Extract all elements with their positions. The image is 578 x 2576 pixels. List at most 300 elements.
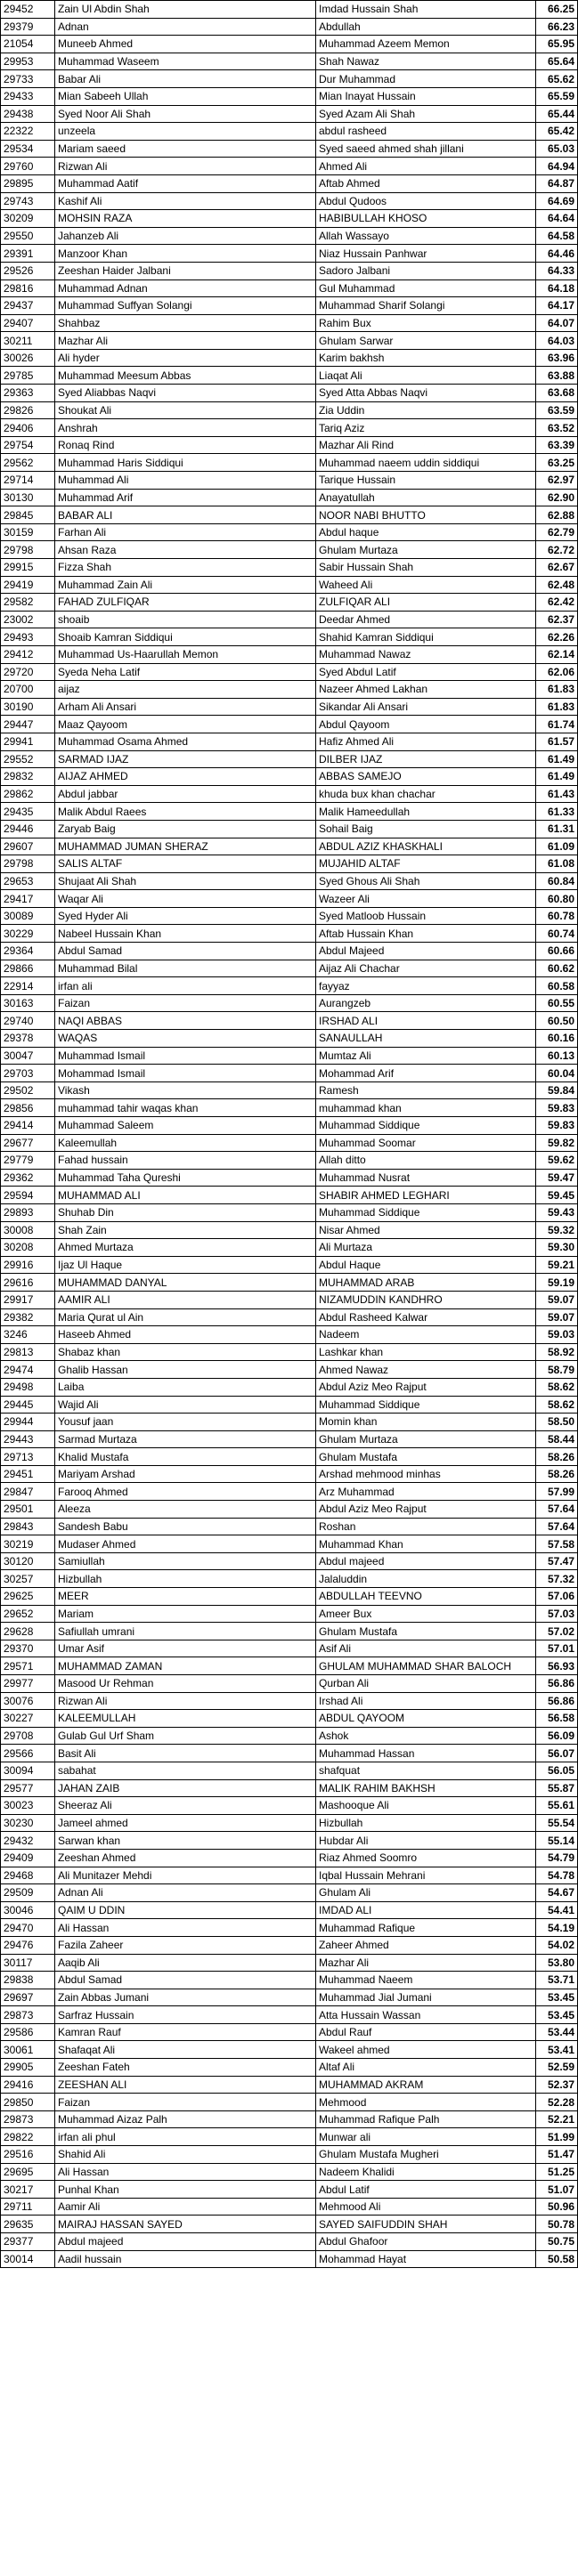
applicant-id-cell: 29582 [1,594,55,612]
candidate-name-cell: Muhammad Aizaz Palh [55,2110,316,2128]
father-name-cell: Ghulam Mustafa [316,1448,536,1466]
marks-cell: 55.87 [536,1779,578,1797]
marks-cell: 56.86 [536,1692,578,1710]
table-row [1,855,578,873]
applicant-id-cell: 30229 [1,925,55,943]
table-row [1,210,578,228]
father-name-cell: MUHAMMAD AKRAM [316,2076,536,2094]
candidate-name-cell: QAIM U DDIN [55,1901,316,1919]
candidate-name-cell: Gulab Gul Urf Sham [55,1727,316,1745]
table-row [1,1343,578,1361]
marks-cell: 55.61 [536,1797,578,1815]
marks-cell: 54.19 [536,1919,578,1937]
marks-cell: 57.99 [536,1483,578,1501]
applicant-id-cell: 29628 [1,1623,55,1640]
table-row [1,1936,578,1954]
marks-cell: 56.58 [536,1710,578,1728]
father-name-cell: Allah Wassayo [316,227,536,245]
candidate-name-cell: Abdul Samad [55,943,316,960]
applicant-id-cell: 30227 [1,1710,55,1728]
father-name-cell: Syed Azam Ali Shah [316,105,536,123]
marks-cell: 62.88 [536,506,578,524]
father-name-cell: MUHAMMAD ARAB [316,1274,536,1292]
marks-cell: 63.59 [536,401,578,419]
applicant-id-cell: 29862 [1,785,55,803]
marks-cell: 61.31 [536,820,578,838]
marks-cell: 64.17 [536,297,578,315]
marks-cell: 57.47 [536,1552,578,1570]
marks-cell: 66.25 [536,1,578,19]
father-name-cell: Mohammad Arif [316,1065,536,1082]
father-name-cell: Syed Abdul Latif [316,663,536,681]
marks-cell: 63.39 [536,436,578,454]
applicant-id-cell: 29594 [1,1187,55,1204]
father-name-cell: NIZAMUDDIN KANDHRO [316,1291,536,1308]
marks-cell: 59.43 [536,1203,578,1221]
father-name-cell: muhammad khan [316,1099,536,1117]
candidate-name-cell: Mariyam Arshad [55,1465,316,1483]
candidate-name-cell: Manzoor Khan [55,245,316,263]
marks-cell: 61.49 [536,768,578,786]
father-name-cell: Abdul Majeed [316,943,536,960]
marks-cell: 60.13 [536,1047,578,1065]
table-row [1,1030,578,1048]
marks-cell: 56.93 [536,1657,578,1675]
applicant-id-cell: 29713 [1,1448,55,1466]
marks-cell: 59.45 [536,1187,578,1204]
marks-cell: 61.08 [536,855,578,873]
table-row [1,523,578,541]
applicant-id-cell: 29843 [1,1518,55,1535]
candidate-name-cell: Laiba [55,1378,316,1396]
applicant-id-cell: 29363 [1,385,55,402]
candidate-name-cell: Ali Munitazer Mehdi [55,1867,316,1884]
table-row [1,1187,578,1204]
candidate-name-cell: Sarfraz Hussain [55,2006,316,2024]
marks-cell: 64.46 [536,245,578,263]
candidate-name-cell: Shoaib Kamran Siddiqui [55,628,316,646]
father-name-cell: Abdul Latif [316,2181,536,2199]
marks-cell: 53.80 [536,1954,578,1972]
father-name-cell: ABDUL AZIZ KHASKHALI [316,838,536,855]
applicant-id-cell: 29414 [1,1117,55,1135]
candidate-name-cell: Mian Sabeeh Ullah [55,87,316,105]
candidate-name-cell: irfan ali phul [55,2128,316,2146]
applicant-id-cell: 29822 [1,2128,55,2146]
applicant-id-cell: 29417 [1,890,55,908]
marks-cell: 65.64 [536,53,578,70]
table-row [1,1047,578,1065]
father-name-cell: Atta Hussain Wassan [316,2006,536,2024]
applicant-id-cell: 30159 [1,523,55,541]
marks-cell: 52.37 [536,2076,578,2094]
candidate-name-cell: Hizbullah [55,1570,316,1588]
candidate-name-cell: MOHSIN RAZA [55,210,316,228]
table-row [1,733,578,750]
father-name-cell: Shah Nawaz [316,53,536,70]
marks-cell: 60.16 [536,1030,578,1048]
candidate-name-cell: Farooq Ahmed [55,1483,316,1501]
candidate-name-cell: Faizan [55,994,316,1012]
table-row [1,2233,578,2251]
father-name-cell: Syed Ghous Ali Shah [316,872,536,890]
applicant-id-cell: 29677 [1,1134,55,1152]
candidate-name-cell: Muhammad Ali [55,472,316,490]
table-row [1,472,578,490]
marks-cell: 65.44 [536,105,578,123]
marks-cell: 58.26 [536,1465,578,1483]
applicant-id-cell: 22322 [1,123,55,141]
candidate-name-cell: Farhan Ali [55,523,316,541]
table-row [1,227,578,245]
table-row [1,1867,578,1884]
candidate-name-cell: Sarmad Murtaza [55,1430,316,1448]
marks-cell: 59.30 [536,1239,578,1257]
candidate-name-cell: Samiullah [55,1552,316,1570]
candidate-name-cell: Kashif Ali [55,192,316,210]
table-row [1,1448,578,1466]
marks-cell: 60.84 [536,872,578,890]
marks-cell: 53.45 [536,1989,578,2006]
table-row [1,1378,578,1396]
applicant-id-cell: 29873 [1,2006,55,2024]
applicant-id-cell: 30230 [1,1814,55,1832]
applicant-id-cell: 29379 [1,18,55,36]
applicant-id-cell: 30163 [1,994,55,1012]
father-name-cell: Nisar Ahmed [316,1221,536,1239]
candidate-name-cell: Muhammad Taha Qureshi [55,1169,316,1187]
candidate-name-cell: Rizwan Ali [55,158,316,175]
table-row [1,1483,578,1501]
marks-cell: 56.09 [536,1727,578,1745]
marks-cell: 50.58 [536,2250,578,2268]
candidate-name-cell: Abdul jabbar [55,785,316,803]
father-name-cell: GHULAM MUHAMMAD SHAR BALOCH [316,1657,536,1675]
father-name-cell: Sikandar Ali Ansari [316,698,536,716]
marks-cell: 62.37 [536,611,578,628]
marks-cell: 62.97 [536,472,578,490]
father-name-cell: Riaz Ahmed Soomro [316,1849,536,1867]
applicant-id-cell: 30190 [1,698,55,716]
marks-cell: 61.49 [536,750,578,768]
father-name-cell: IMDAD ALI [316,1901,536,1919]
table-row [1,628,578,646]
applicant-id-cell: 29437 [1,297,55,315]
father-name-cell: Muhammad Soomar [316,1134,536,1152]
father-name-cell: IRSHAD ALI [316,1012,536,1030]
applicant-id-cell: 30219 [1,1535,55,1553]
candidate-name-cell: SALIS ALTAF [55,855,316,873]
marks-cell: 65.42 [536,123,578,141]
applicant-id-cell: 29916 [1,1256,55,1274]
table-row [1,367,578,385]
applicant-id-cell: 29953 [1,53,55,70]
applicant-id-cell: 29447 [1,716,55,733]
father-name-cell: shafquat [316,1762,536,1779]
father-name-cell: Deedar Ahmed [316,611,536,628]
table-row [1,1152,578,1170]
father-name-cell: Lashkar khan [316,1343,536,1361]
father-name-cell: Abdul Qayoom [316,716,536,733]
candidate-name-cell: Muhammad Haris Siddiqui [55,454,316,472]
marks-cell: 60.55 [536,994,578,1012]
applicant-id-cell: 29714 [1,472,55,490]
applicant-id-cell: 29419 [1,576,55,594]
applicant-id-cell: 29526 [1,262,55,279]
candidate-name-cell: irfan ali [55,977,316,995]
table-row [1,1814,578,1832]
father-name-cell: Iqbal Hussain Mehrani [316,1867,536,1884]
candidate-name-cell: Abdul majeed [55,2233,316,2251]
candidate-name-cell: Babar Ali [55,70,316,88]
father-name-cell: Liaqat Ali [316,367,536,385]
table-row [1,1972,578,1989]
applicant-id-cell: 29364 [1,943,55,960]
table-row [1,1901,578,1919]
table-row [1,1414,578,1431]
marks-cell: 65.95 [536,36,578,53]
applicant-id-cell: 30094 [1,1762,55,1779]
applicant-id-cell: 29476 [1,1936,55,1954]
marks-cell: 52.21 [536,2110,578,2128]
father-name-cell: Mumtaz Ali [316,1047,536,1065]
applicant-id-cell: 30130 [1,489,55,506]
table-row [1,1065,578,1082]
table-row [1,2128,578,2146]
father-name-cell: fayyaz [316,977,536,995]
father-name-cell: Mohammad Hayat [316,2250,536,2268]
father-name-cell: MUJAHID ALTAF [316,855,536,873]
applicant-id-cell: 29708 [1,1727,55,1745]
applicant-id-cell: 30047 [1,1047,55,1065]
table-row [1,943,578,960]
table-row [1,1012,578,1030]
candidate-name-cell: Mariam [55,1605,316,1623]
candidate-name-cell: Shuhab Din [55,1203,316,1221]
candidate-name-cell: Fazila Zaheer [55,1936,316,1954]
father-name-cell: Muhammad Hassan [316,1745,536,1762]
father-name-cell: Waheed Ali [316,576,536,594]
table-row [1,1989,578,2006]
table-row [1,1605,578,1623]
table-row [1,1361,578,1379]
table-row [1,838,578,855]
candidate-name-cell: Muhammad Suffyan Solangi [55,297,316,315]
table-row [1,716,578,733]
marks-cell: 52.59 [536,2059,578,2077]
candidate-name-cell: Sandesh Babu [55,1518,316,1535]
applicant-id-cell: 29433 [1,87,55,105]
table-row [1,559,578,577]
candidate-name-cell: Syeda Neha Latif [55,663,316,681]
marks-cell: 62.06 [536,663,578,681]
father-name-cell: Muhammad Nusrat [316,1169,536,1187]
table-row [1,1256,578,1274]
father-name-cell: Muhammad Rafique Palh [316,2110,536,2128]
applicant-id-cell: 29838 [1,1972,55,1989]
applicant-id-cell: 29446 [1,820,55,838]
marks-cell: 60.58 [536,977,578,995]
father-name-cell: Karim bakhsh [316,349,536,367]
candidate-name-cell: Yousuf jaan [55,1414,316,1431]
table-row [1,611,578,628]
candidate-name-cell: Sarwan khan [55,1832,316,1850]
applicant-id-cell: 29697 [1,1989,55,2006]
applicant-id-cell: 29607 [1,838,55,855]
father-name-cell: Muhammad Khan [316,1535,536,1553]
table-row [1,1588,578,1606]
candidate-name-cell: Ali hyder [55,349,316,367]
father-name-cell: Muhammad Siddique [316,1203,536,1221]
marks-cell: 60.80 [536,890,578,908]
applicant-id-cell: 29754 [1,436,55,454]
table-row [1,1099,578,1117]
applicant-id-cell: 29816 [1,279,55,297]
applicant-id-cell: 29566 [1,1745,55,1762]
candidate-name-cell: Rizwan Ali [55,1692,316,1710]
table-row [1,1762,578,1779]
candidate-name-cell: Khalid Mustafa [55,1448,316,1466]
father-name-cell: Abdul majeed [316,1552,536,1570]
candidate-name-cell: MEER [55,1588,316,1606]
applicant-id-cell: 30089 [1,907,55,925]
candidate-name-cell: MAIRAJ HASSAN SAYED [55,2216,316,2233]
applicant-id-cell: 29362 [1,1169,55,1187]
candidate-name-cell: Umar Asif [55,1640,316,1657]
candidate-name-cell: MUHAMMAD ZAMAN [55,1657,316,1675]
marks-cell: 50.78 [536,2216,578,2233]
marks-cell: 61.43 [536,785,578,803]
candidate-name-cell: Syed Aliabbas Naqvi [55,385,316,402]
father-name-cell: Mehmood Ali [316,2198,536,2216]
marks-cell: 64.69 [536,192,578,210]
marks-cell: 62.90 [536,489,578,506]
marks-cell: 59.07 [536,1291,578,1308]
applicant-id-cell: 29798 [1,541,55,559]
applicant-id-cell: 29625 [1,1588,55,1606]
applicant-id-cell: 29452 [1,1,55,19]
applicant-id-cell: 29760 [1,158,55,175]
table-row [1,698,578,716]
father-name-cell: Mashooque Ali [316,1797,536,1815]
applicant-id-cell: 29905 [1,2059,55,2077]
father-name-cell: Ghulam Mustafa [316,1623,536,1640]
applicant-id-cell: 29391 [1,245,55,263]
table-row [1,1,578,19]
candidate-name-cell: Ali Hassan [55,2163,316,2181]
father-name-cell: Roshan [316,1518,536,1535]
father-name-cell: Abdul Rauf [316,2023,536,2041]
table-row [1,192,578,210]
marks-cell: 65.59 [536,87,578,105]
father-name-cell: Abdul Aziz Meo Rajput [316,1501,536,1519]
applicant-id-cell: 29743 [1,192,55,210]
marks-cell: 57.64 [536,1501,578,1519]
table-row [1,454,578,472]
applicant-id-cell: 29562 [1,454,55,472]
father-name-cell: ABBAS SAMEJO [316,768,536,786]
table-row [1,53,578,70]
father-name-cell: Altaf Ali [316,2059,536,2077]
candidate-name-cell: NAQI ABBAS [55,1012,316,1030]
candidate-name-cell: Aaqib Ali [55,1954,316,1972]
father-name-cell: Muhammad Siddique [316,1117,536,1135]
father-name-cell: Abdul Ghafoor [316,2233,536,2251]
table-row [1,1308,578,1326]
marks-cell: 57.06 [536,1588,578,1606]
father-name-cell: Muhammad Rafique [316,1919,536,1937]
father-name-cell: Asif Ali [316,1640,536,1657]
marks-cell: 58.50 [536,1414,578,1431]
marks-cell: 63.52 [536,419,578,437]
marks-cell: 59.83 [536,1099,578,1117]
marks-cell: 50.96 [536,2198,578,2216]
applicant-id-cell: 30211 [1,332,55,350]
candidate-name-cell: Muhammad Aatif [55,174,316,192]
applicant-id-cell: 30208 [1,1239,55,1257]
marks-cell: 59.84 [536,1081,578,1099]
candidate-name-cell: Kamran Rauf [55,2023,316,2041]
father-name-cell: Muhammad Nawaz [316,645,536,663]
father-name-cell: Aftab Ahmed [316,174,536,192]
candidate-name-cell: Ghalib Hassan [55,1361,316,1379]
father-name-cell: Imdad Hussain Shah [316,1,536,19]
candidate-name-cell: JAHAN ZAIB [55,1779,316,1797]
marks-cell: 53.41 [536,2041,578,2059]
father-name-cell: Abdul Aziz Meo Rajput [316,1378,536,1396]
candidate-name-cell: MUHAMMAD ALI [55,1187,316,1204]
candidate-name-cell: Waqar Ali [55,890,316,908]
table-row [1,1501,578,1519]
father-name-cell: Qurban Ali [316,1675,536,1693]
marks-cell: 64.87 [536,174,578,192]
candidate-name-cell: Maria Qurat ul Ain [55,1308,316,1326]
marks-cell: 64.58 [536,227,578,245]
father-name-cell: HABIBULLAH KHOSO [316,210,536,228]
father-name-cell: Ahmed Nawaz [316,1361,536,1379]
table-row [1,1535,578,1553]
father-name-cell: Wazeer Ali [316,890,536,908]
father-name-cell: ABDULLAH TEEVNO [316,1588,536,1606]
candidate-name-cell: Fizza Shah [55,559,316,577]
candidate-name-cell: shoaib [55,611,316,628]
applicant-id-cell: 30257 [1,1570,55,1588]
marks-cell: 58.62 [536,1396,578,1414]
candidate-name-cell: Abdul Samad [55,1972,316,1989]
applicant-id-cell: 20700 [1,681,55,699]
table-row [1,2041,578,2059]
father-name-cell: Shahid Kamran Siddiqui [316,628,536,646]
table-row [1,2076,578,2094]
marks-cell: 54.02 [536,1936,578,1954]
table-row [1,1779,578,1797]
table-row [1,2163,578,2181]
table-row [1,1710,578,1728]
table-row [1,419,578,437]
father-name-cell: Malik Hameedullah [316,803,536,821]
candidate-name-cell: Muhammad Bilal [55,960,316,977]
father-name-cell: MALIK RAHIM BAKHSH [316,1779,536,1797]
candidate-name-cell: Basit Ali [55,1745,316,1762]
applicant-id-cell: 30117 [1,1954,55,1972]
marks-cell: 60.62 [536,960,578,977]
father-name-cell: Ghulam Murtaza [316,1430,536,1448]
applicant-id-cell: 29740 [1,1012,55,1030]
table-row [1,872,578,890]
candidate-name-cell: Shabaz khan [55,1343,316,1361]
candidate-name-cell: Muhammad Arif [55,489,316,506]
table-row [1,2059,578,2077]
